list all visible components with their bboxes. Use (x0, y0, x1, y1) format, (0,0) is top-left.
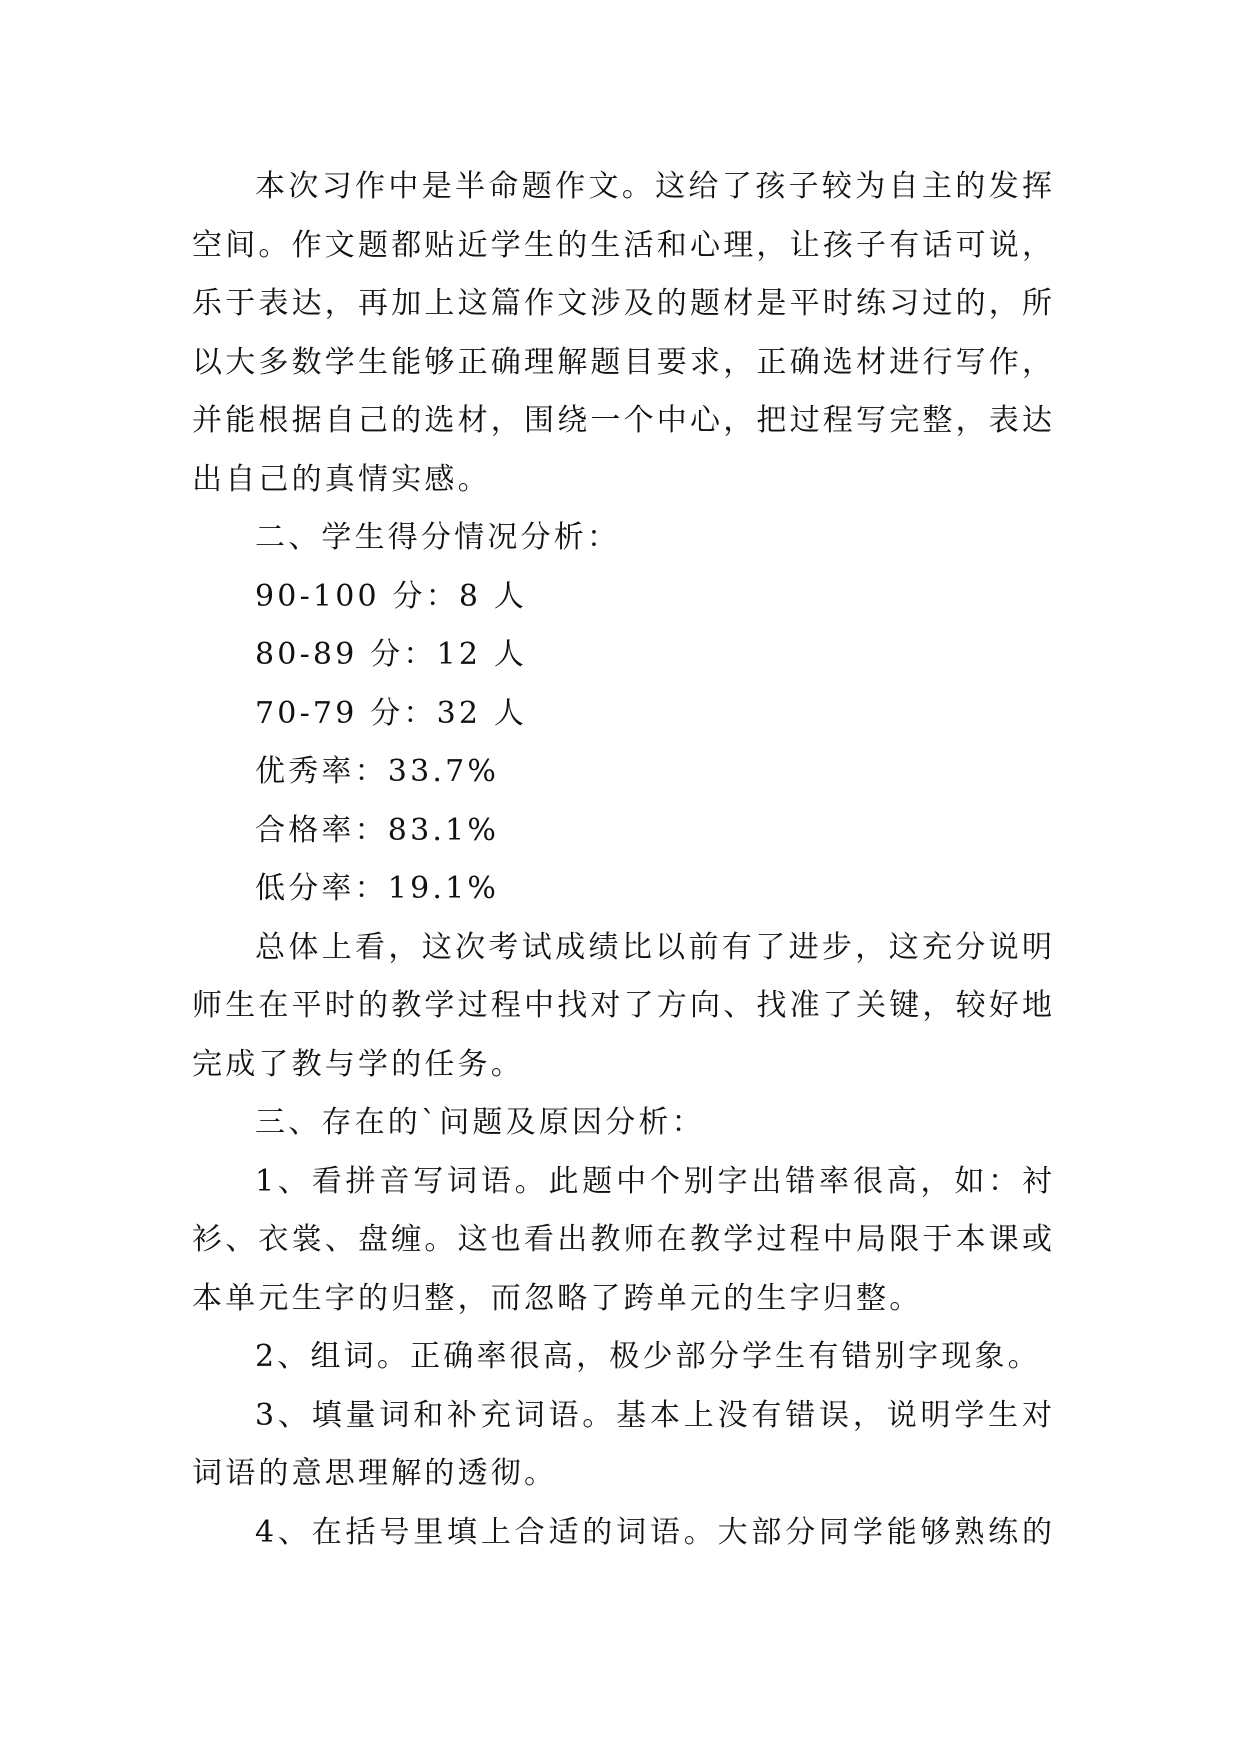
section-heading-problems: 三、存在的`问题及原因分析： (255, 1105, 705, 1140)
text-line: 词语的意思理解的透彻。 (192, 1456, 558, 1491)
text-line: 1、看拼音写词语。此题中个别字出错率很高，如：衬 (255, 1163, 1052, 1199)
text-line: 以大多数学生能够正确理解题目要求，正确选材进行写作， (192, 344, 1052, 380)
text-line: 本单元生字的归整，而忽略了跨单元的生字归整。 (192, 1280, 923, 1316)
low-score-rate: 低分率：19.1% (255, 871, 500, 906)
text-line: 衫、衣裳、盘缠。这也看出教师在教学过程中局限于本课或 (192, 1222, 1052, 1257)
excellent-rate: 优秀率：33.7% (255, 754, 500, 789)
paragraph-item-3 (192, 1387, 1052, 1504)
text-line: 出自己的真情实感。 (192, 461, 491, 497)
text-line: 本次习作中是半命题作文。这给了孩子较为自主的发挥 (255, 169, 1052, 204)
text-line: 完成了教与学的任务。 (192, 1046, 524, 1082)
document-page (192, 158, 1052, 1562)
text-line: 并能根据自己的选材，围绕一个中心，把过程写完整，表达 (192, 403, 1052, 438)
paragraph-item-1 (192, 1153, 1052, 1329)
paragraph-essay-review (192, 158, 1052, 509)
score-range-80-89: 80-89 分：12 人 (255, 637, 528, 672)
score-range-90-100: 90-100 分：8 人 (255, 578, 528, 614)
paragraph-item-4: 4、在括号里填上合适的词语。大部分同学能够熟练的 (255, 1514, 1052, 1550)
score-range-70-79: 70-79 分：32 人 (255, 695, 528, 731)
text-line: 总体上看，这次考试成绩比以前有了进步，这充分说明 (255, 929, 1052, 965)
text-line: 乐于表达，再加上这篇作文涉及的题材是平时练习过的，所 (192, 286, 1052, 321)
section-heading-score-analysis: 二、学生得分情况分析： (255, 520, 621, 555)
paragraph-item-2: 2、组词。正确率很高，极少部分学生有错别字现象。 (255, 1339, 1041, 1374)
text-line: 空间。作文题都贴近学生的生活和心理，让孩子有话可说， (192, 227, 1052, 263)
pass-rate: 合格率：83.1% (255, 812, 500, 848)
score-statistics (192, 568, 1052, 919)
text-line: 3、填量词和补充词语。基本上没有错误，说明学生对 (255, 1397, 1052, 1433)
text-line: 师生在平时的教学过程中找对了方向、找准了关键，较好地 (192, 988, 1052, 1023)
paragraph-summary (192, 919, 1052, 1095)
